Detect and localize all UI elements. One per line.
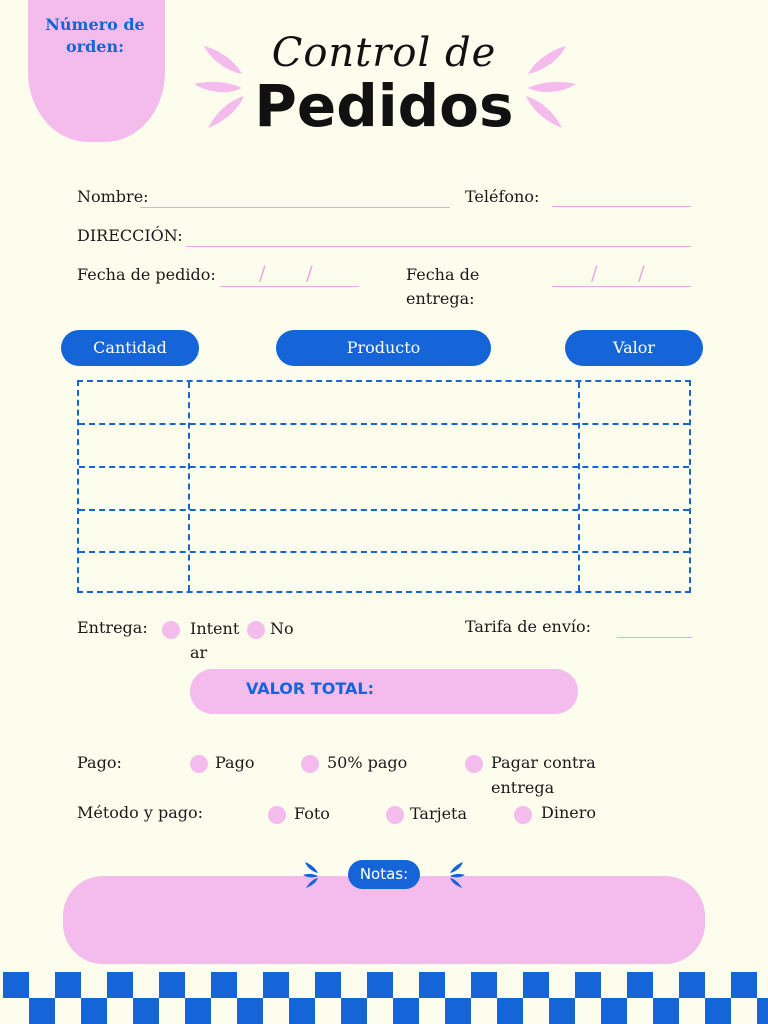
pago-contra-entrega-radio[interactable]: [465, 755, 483, 773]
metodo-tarjeta-radio[interactable]: [386, 806, 404, 824]
fecha-entrega-field[interactable]: [552, 286, 691, 287]
metodo-tarjeta-label: Tarjeta: [410, 804, 468, 823]
entrega-label: Entrega:: [77, 618, 148, 637]
pago-contra-entrega-label-line2: entrega: [491, 778, 555, 797]
pago-label: Pago:: [77, 753, 122, 772]
fecha-entrega-label-line1: Fecha de: [406, 265, 480, 284]
checkered-footer: [0, 972, 768, 1024]
column-producto: Producto: [276, 330, 491, 366]
notes-area[interactable]: [63, 876, 705, 964]
pago-radio[interactable]: [190, 755, 208, 773]
fecha-pedido-label: Fecha de pedido:: [77, 265, 216, 284]
title-script: Control de: [271, 30, 497, 76]
fecha-entrega-slash-1: /: [591, 261, 598, 285]
fecha-pedido-slash-1: /: [259, 261, 266, 285]
entrega-no-label: No: [270, 619, 294, 638]
table-column-divider: [188, 382, 190, 591]
entrega-intentar-label-line1: Intent: [190, 619, 240, 638]
pago-50-label: 50% pago: [327, 753, 408, 772]
table-row-divider: [79, 423, 689, 425]
notes-burst-left-icon: [301, 860, 321, 890]
pago-50-radio[interactable]: [301, 755, 319, 773]
telefono-field[interactable]: [552, 206, 691, 207]
entrega-intentar-radio[interactable]: [162, 621, 180, 639]
fecha-pedido-slash-2: /: [306, 261, 313, 285]
fecha-entrega-slash-2: /: [638, 261, 645, 285]
direccion-label: DIRECCIÓN:: [77, 226, 183, 245]
metodo-foto-label: Foto: [294, 804, 330, 823]
nombre-field[interactable]: [140, 207, 450, 208]
notes-burst-right-icon: [447, 860, 467, 890]
pago-contra-entrega-label-line1: Pagar contra: [491, 753, 596, 772]
table-row-divider: [79, 551, 689, 553]
pago-option-label: Pago: [215, 753, 255, 772]
valor-total-label: VALOR TOTAL:: [246, 679, 374, 698]
fecha-entrega-label-line2: entrega:: [406, 289, 475, 308]
table-row-divider: [79, 466, 689, 468]
fecha-pedido-field[interactable]: [220, 286, 359, 287]
direccion-field[interactable]: [186, 246, 691, 247]
table-row-divider: [79, 509, 689, 511]
order-table: [77, 380, 691, 593]
metodo-dinero-label: Dinero: [541, 803, 596, 822]
table-column-divider: [578, 382, 580, 591]
metodo-foto-radio[interactable]: [268, 806, 286, 824]
order-number-label: Número de orden:: [45, 15, 145, 56]
page-title: Pedidos: [254, 72, 514, 140]
tarifa-envio-field[interactable]: [617, 637, 692, 638]
tarifa-envio-label: Tarifa de envío:: [465, 617, 592, 636]
nombre-label: Nombre:: [77, 187, 149, 206]
metodo-pago-label: Método y pago:: [77, 803, 204, 822]
metodo-dinero-radio[interactable]: [514, 806, 532, 824]
column-cantidad: Cantidad: [61, 330, 199, 366]
notes-label: Notas:: [348, 860, 420, 889]
telefono-label: Teléfono:: [465, 187, 540, 206]
column-valor: Valor: [565, 330, 703, 366]
entrega-no-radio[interactable]: [247, 621, 265, 639]
entrega-intentar-label-line2: ar: [190, 643, 208, 662]
